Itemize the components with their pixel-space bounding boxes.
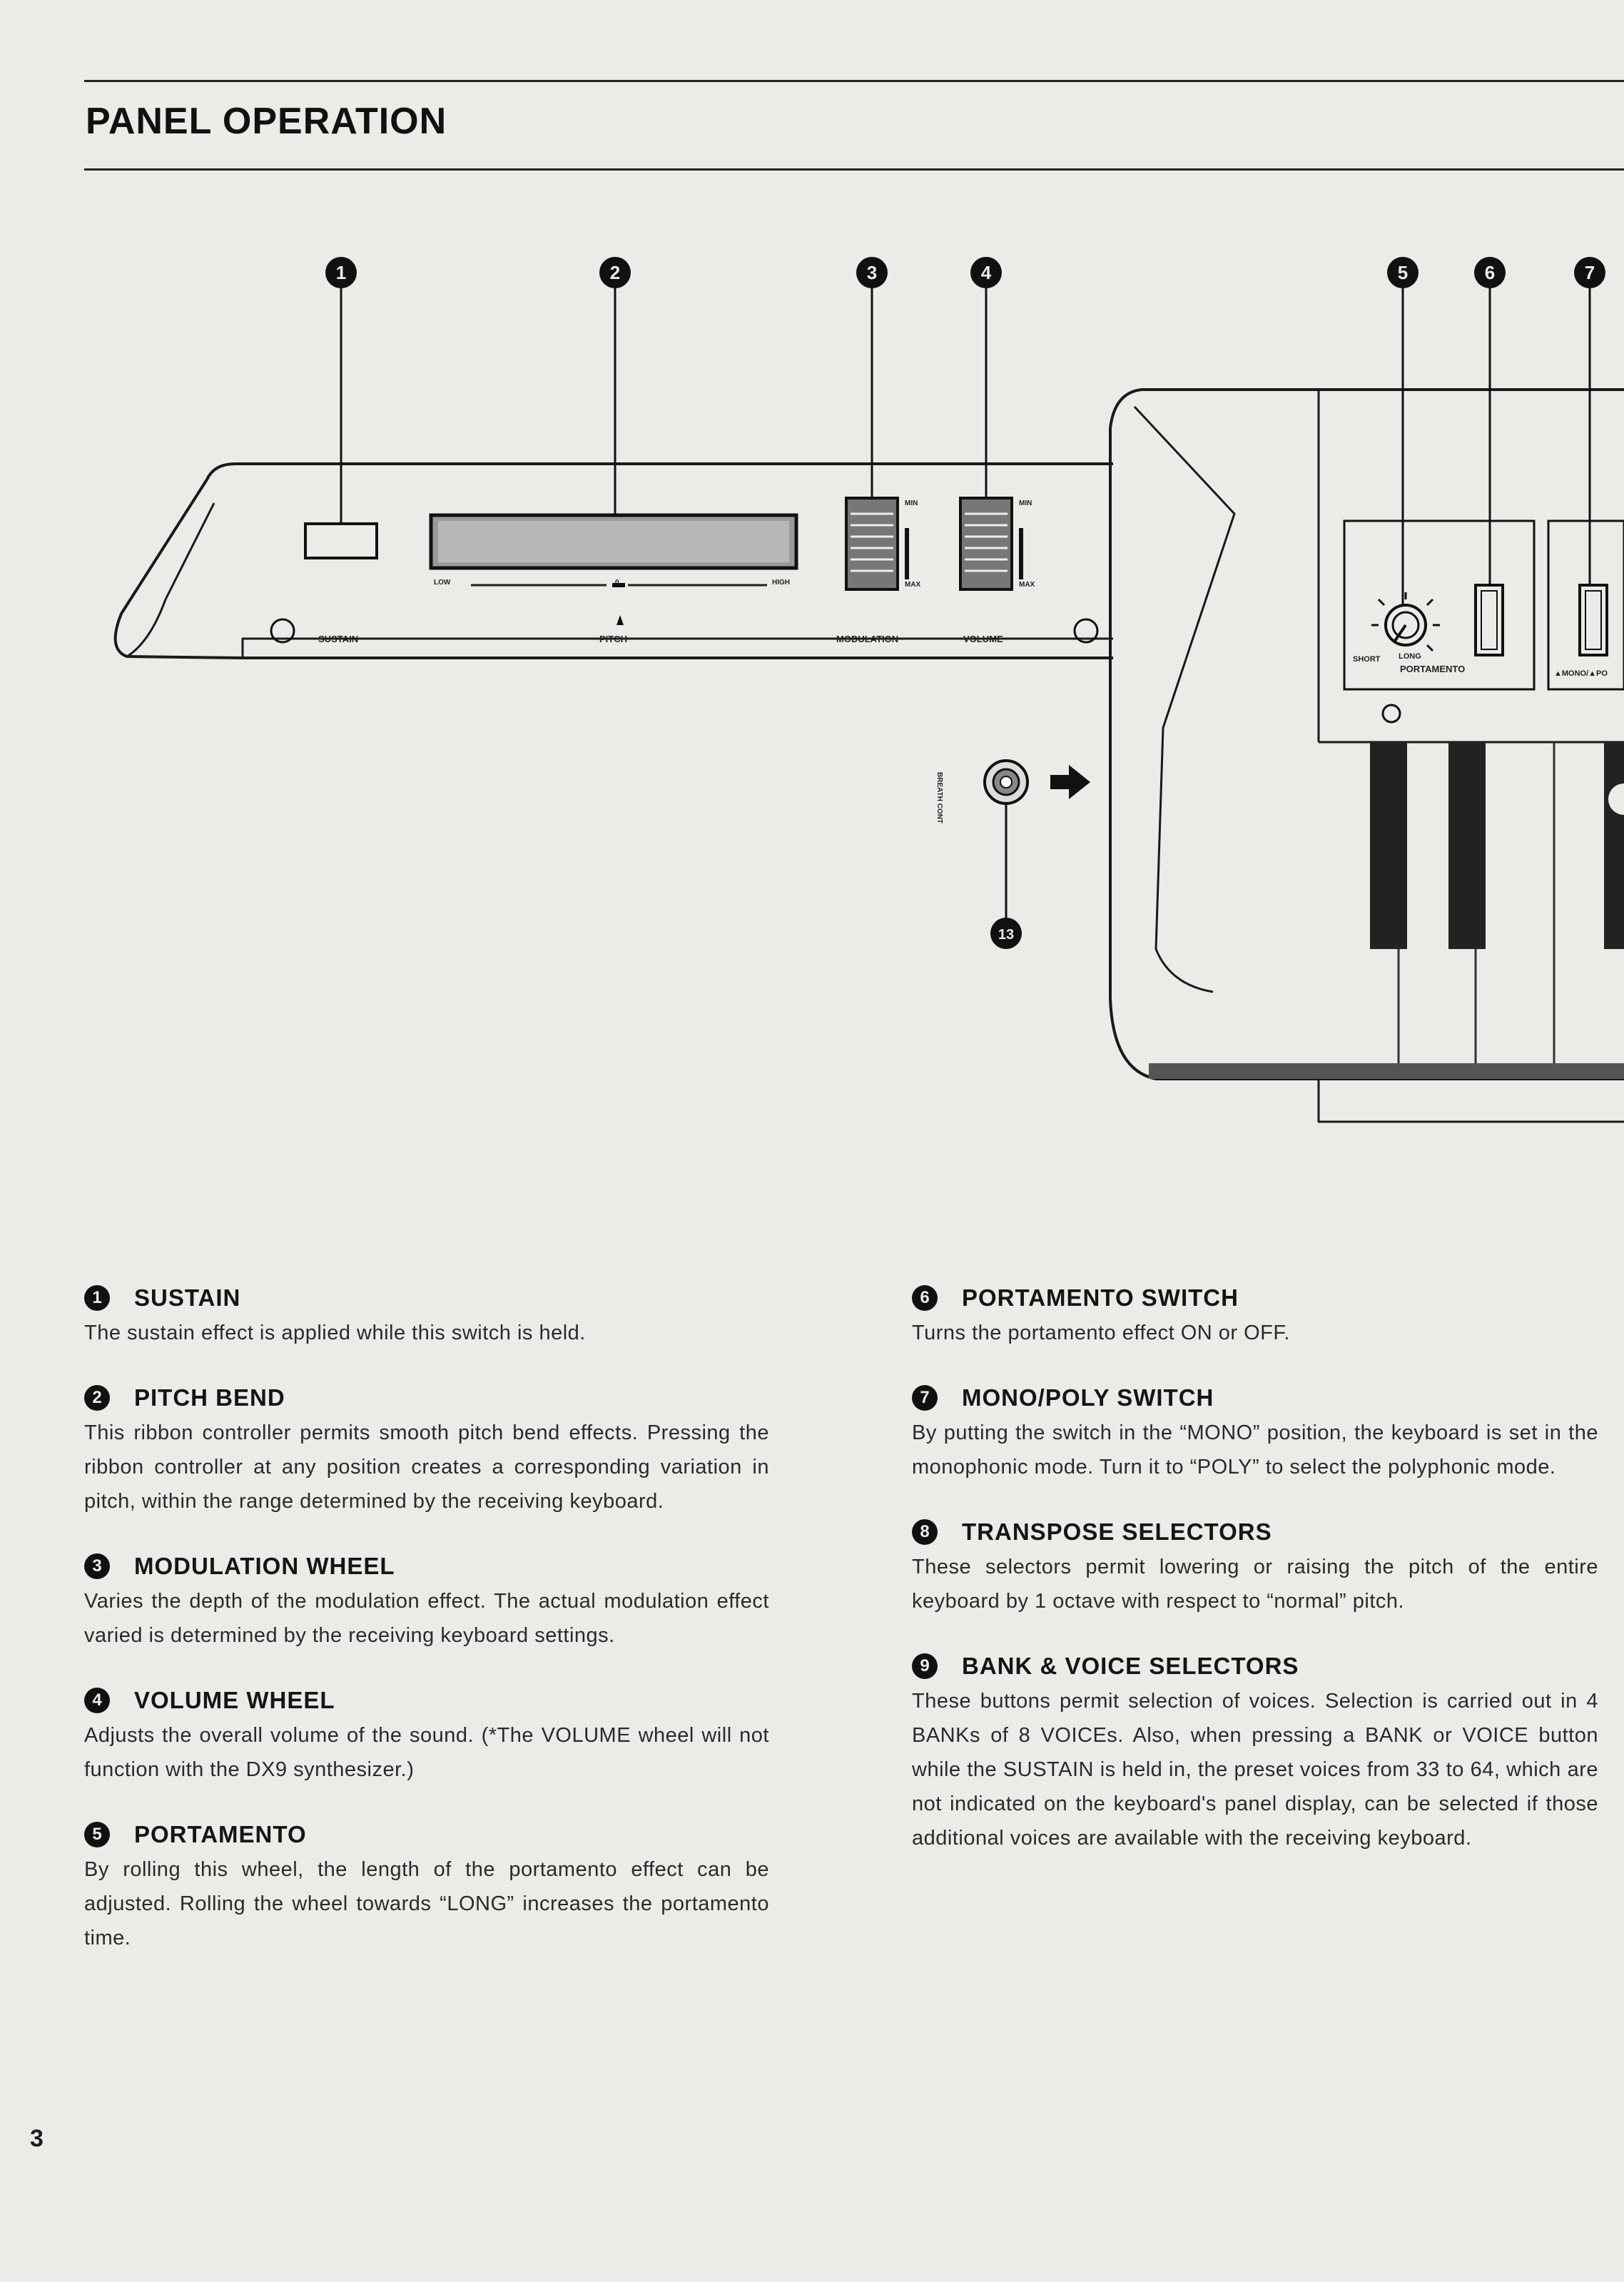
item-volume-wheel: [84, 1687, 769, 1787]
page-title: PANEL OPERATION: [86, 101, 447, 142]
pitch-low-label: LOW: [434, 579, 451, 587]
short-label: SHORT: [1353, 655, 1381, 664]
item-description: These selectors permit lowering or raising the pitch of the entire keyboard by 1 octave with respect to “normal” pitch.: [912, 1556, 1598, 1613]
black-key: [1370, 742, 1407, 949]
item-title: MONO/POLY SWITCH: [962, 1384, 1214, 1411]
item-description: Varies the depth of the modulation effect. The actual modulation effect varied is determined by the receiving keyboard settings.: [84, 1590, 769, 1647]
item-description: This ribbon controller permits smooth pitch bend effects. Pressing the ribbon controller at any position creates a corresponding variation in pitch, within the range determined by the receiving keyboard.: [84, 1421, 769, 1513]
panel-drawing: [0, 214, 1624, 1156]
callout-7-number: 7: [1584, 262, 1595, 283]
callout-1-number: 1: [335, 262, 347, 283]
breath-cont-label: BREATH CONT: [935, 772, 943, 824]
item-description: These buttons permit selection of voices. Selection is carried out in 4 BANKs of 8 VOICEs. Also, when pressing a BANK or VOICE button while the SUSTAIN is held in, the preset voices from 33 to 64, which are not indicated on the keyboard's panel display, can be selected if those additional voices are available with the receiving keyboard.: [912, 1690, 1598, 1850]
title-rule: [84, 168, 1624, 171]
item-portamento-switch: [912, 1284, 1598, 1350]
modulation-wheel: [846, 498, 898, 589]
arrow-right: [1050, 765, 1090, 799]
pitch-high-label: HIGH: [772, 579, 790, 587]
item-bank-voice-selectors: [912, 1653, 1598, 1855]
item-number-badge: 3: [84, 1553, 110, 1579]
black-key: [1448, 742, 1486, 949]
item-description: The sustain effect is applied while this switch is held.: [84, 1322, 586, 1344]
right-column: [912, 1284, 1598, 1890]
item-number-badge: 4: [84, 1688, 110, 1713]
portamento-label: PORTAMENTO: [1400, 664, 1466, 674]
item-mono-poly-switch: [912, 1384, 1598, 1484]
modulation-max-label: MAX: [905, 581, 921, 589]
base-bracket: [1319, 1079, 1624, 1122]
item-description: By rolling this wheel, the length of the portamento effect can be adjusted. Rolling the wheel towards “LONG” increases the portamento time.: [84, 1858, 769, 1949]
long-label: LONG: [1399, 652, 1421, 661]
item-description: Turns the portamento effect ON or OFF.: [912, 1322, 1290, 1344]
item-number-badge: 6: [912, 1285, 938, 1311]
portamento-switch: [1476, 585, 1503, 655]
item-number-badge: 2: [84, 1385, 110, 1411]
pitch-pointer: [616, 615, 624, 625]
mono-poly-switch: [1580, 585, 1607, 655]
item-number-badge: 1: [84, 1285, 110, 1311]
callout-4-number: 4: [980, 262, 992, 283]
volume-wheel: [960, 498, 1012, 589]
main-body: [1110, 390, 1624, 1079]
modulation-min-label: MIN: [905, 499, 918, 507]
callout-2-number: 2: [609, 262, 621, 283]
item-number-badge: 8: [912, 1519, 938, 1545]
pitch-zero-label: 0: [615, 579, 619, 587]
item-portamento: [84, 1821, 769, 1955]
pitch-label: PITCH: [599, 634, 627, 644]
screw-body: [1383, 705, 1400, 722]
callout-3-number: 3: [866, 262, 878, 283]
item-title: VOLUME WHEEL: [134, 1687, 335, 1713]
panel-diagram: [0, 214, 1624, 1156]
sustain-label: SUSTAIN: [318, 634, 359, 644]
item-pitch-bend: [84, 1384, 769, 1518]
item-description: Adjusts the overall volume of the sound. (*The VOLUME wheel will not function with the DX9 synthesizer.): [84, 1724, 769, 1781]
left-column: [84, 1284, 769, 1989]
black-key: [1604, 742, 1624, 949]
sustain-switch: [305, 524, 377, 558]
mono-poly-label: ▲MONO/▲PO: [1554, 669, 1608, 678]
callout-5-number: 5: [1397, 262, 1409, 283]
item-title: BANK & VOICE SELECTORS: [962, 1653, 1299, 1679]
item-title: SUSTAIN: [134, 1284, 241, 1311]
item-title: TRANSPOSE SELECTORS: [962, 1518, 1272, 1545]
keyboard-base-stripe: [1149, 1063, 1624, 1079]
callout-13-number: 13: [998, 927, 1015, 943]
item-title: MODULATION WHEEL: [134, 1553, 395, 1579]
item-sustain: [84, 1284, 769, 1350]
volume-min-label: MIN: [1019, 499, 1032, 507]
volume-max-label: MAX: [1019, 581, 1035, 589]
item-description: By putting the switch in the “MONO” position, the keyboard is set in the monophonic mode. Turn it to “POLY” to select the polyphonic mode.: [912, 1421, 1598, 1479]
item-title: PITCH BEND: [134, 1384, 285, 1411]
body-bevel: [1135, 407, 1234, 992]
item-modulation-wheel: [84, 1553, 769, 1653]
neck-tip: [127, 503, 214, 656]
page-number: 3: [30, 2125, 44, 2152]
keyboard-keys: [1370, 742, 1624, 1063]
item-title: PORTAMENTO SWITCH: [962, 1284, 1239, 1311]
item-number-badge: 5: [84, 1822, 110, 1847]
modulation-label: MODULATION: [836, 634, 899, 644]
callout-6-number: 6: [1484, 262, 1496, 283]
item-transpose-selectors: [912, 1518, 1598, 1618]
top-rule: [84, 80, 1624, 82]
item-number-badge: 7: [912, 1385, 938, 1411]
volume-label: VOLUME: [963, 634, 1003, 644]
item-number-badge: 9: [912, 1653, 938, 1679]
item-title: PORTAMENTO: [134, 1821, 307, 1847]
